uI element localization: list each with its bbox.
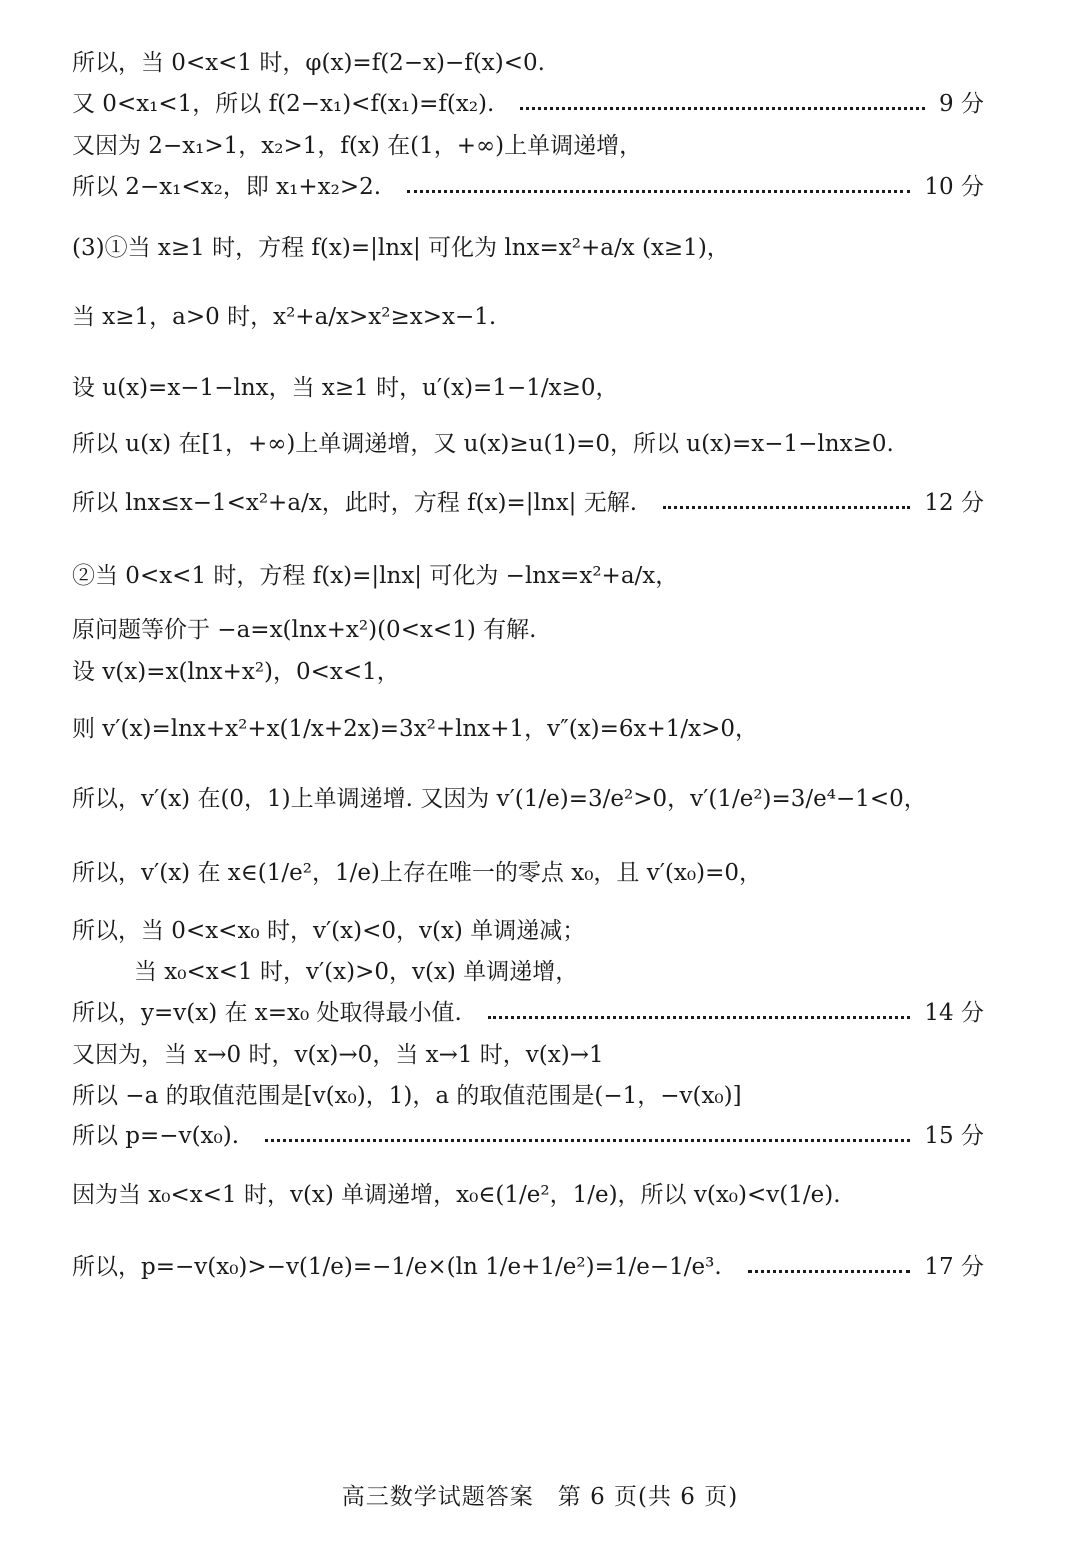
solution-line: 所以，y=v(x) 在 x=x₀ 处取得最小值. 14 分	[72, 1000, 984, 1026]
solution-line: 因为当 x₀<x<1 时，v(x) 单调递增，x₀∈(1/e²，1/e)，所以 v(x₀)<v(1/e).	[72, 1182, 841, 1208]
solution-line: 所以，p=−v(x₀)>−v(1/e)=−1/e×(ln 1/e+1/e²)=1/e−1/e³. 17 分	[72, 1254, 984, 1280]
dotted-leader	[663, 506, 910, 509]
dotted-leader	[488, 1016, 911, 1019]
solution-line: 则 v′(x)=lnx+x²+x(1/x+2x)=3x²+lnx+1，v″(x)=6x+1/x>0，	[72, 716, 759, 742]
solution-line: 所以，当 0<x<1 时，φ(x)=f(2−x)−f(x)<0.	[72, 50, 545, 76]
solution-line: 当 x₀<x<1 时，v′(x)>0，v(x) 单调递增，	[134, 959, 579, 985]
solution-line: 又 0<x₁<1，所以 f(2−x₁)<f(x₁)=f(x₂). 9 分	[72, 91, 984, 117]
solution-line: 原问题等价于 −a=x(lnx+x²)(0<x<1) 有解.	[72, 617, 537, 643]
score-mark: 14 分	[924, 1000, 984, 1026]
score-mark: 10 分	[924, 174, 984, 200]
solution-line: 所以 −a 的取值范围是[v(x₀)，1)，a 的取值范围是(−1，−v(x₀)]	[72, 1083, 742, 1109]
solution-line: 设 u(x)=x−1−lnx，当 x≥1 时，u′(x)=1−1/x≥0，	[72, 375, 619, 401]
solution-line: 又因为，当 x→0 时，v(x)→0，当 x→1 时，v(x)→1	[72, 1042, 604, 1068]
solution-line: 所以，v′(x) 在 x∈(1/e²，1/e)上存在唯一的零点 x₀，且 v′(x₀)=0，	[72, 860, 762, 886]
page-footer: 高三数学试题答案 第 6 页(共 6 页)	[341, 1484, 739, 1510]
dotted-leader	[748, 1270, 911, 1273]
solution-line: ②当 0<x<1 时，方程 f(x)=|lnx| 可化为 −lnx=x²+a/x，	[72, 563, 679, 589]
solution-line: 所以 p=−v(x₀). 15 分	[72, 1123, 984, 1149]
score-mark: 12 分	[924, 490, 984, 516]
score-mark: 9 分	[939, 91, 984, 117]
dotted-leader	[520, 107, 925, 110]
score-mark: 17 分	[924, 1254, 984, 1280]
solution-line: (3)①当 x≥1 时，方程 f(x)=|lnx| 可化为 lnx=x²+a/x (x≥1)，	[72, 235, 730, 261]
solution-line: 设 v(x)=x(lnx+x²)，0<x<1，	[72, 659, 400, 685]
score-mark: 15 分	[924, 1123, 984, 1149]
solution-line: 所以，v′(x) 在(0，1)上单调递增. 又因为 v′(1/e)=3/e²>0，v′(1/e²)=3/e⁴−1<0，	[72, 786, 927, 812]
dotted-leader	[265, 1139, 910, 1142]
solution-line: 所以 2−x₁<x₂，即 x₁+x₂>2. 10 分	[72, 174, 984, 200]
solution-line: 所以 u(x) 在[1，+∞)上单调递增，又 u(x)≥u(1)=0，所以 u(x)=x−1−lnx≥0.	[72, 431, 894, 457]
solution-line: 当 x≥1，a>0 时，x²+a/x>x²≥x>x−1.	[72, 304, 497, 330]
solution-line: 所以 lnx≤x−1<x²+a/x，此时，方程 f(x)=|lnx| 无解. 12 分	[72, 490, 984, 516]
solution-line: 所以，当 0<x<x₀ 时，v′(x)<0，v(x) 单调递减；	[72, 918, 586, 944]
dotted-leader	[407, 190, 910, 193]
solution-line: 又因为 2−x₁>1，x₂>1，f(x) 在(1，+∞)上单调递增，	[72, 133, 643, 159]
